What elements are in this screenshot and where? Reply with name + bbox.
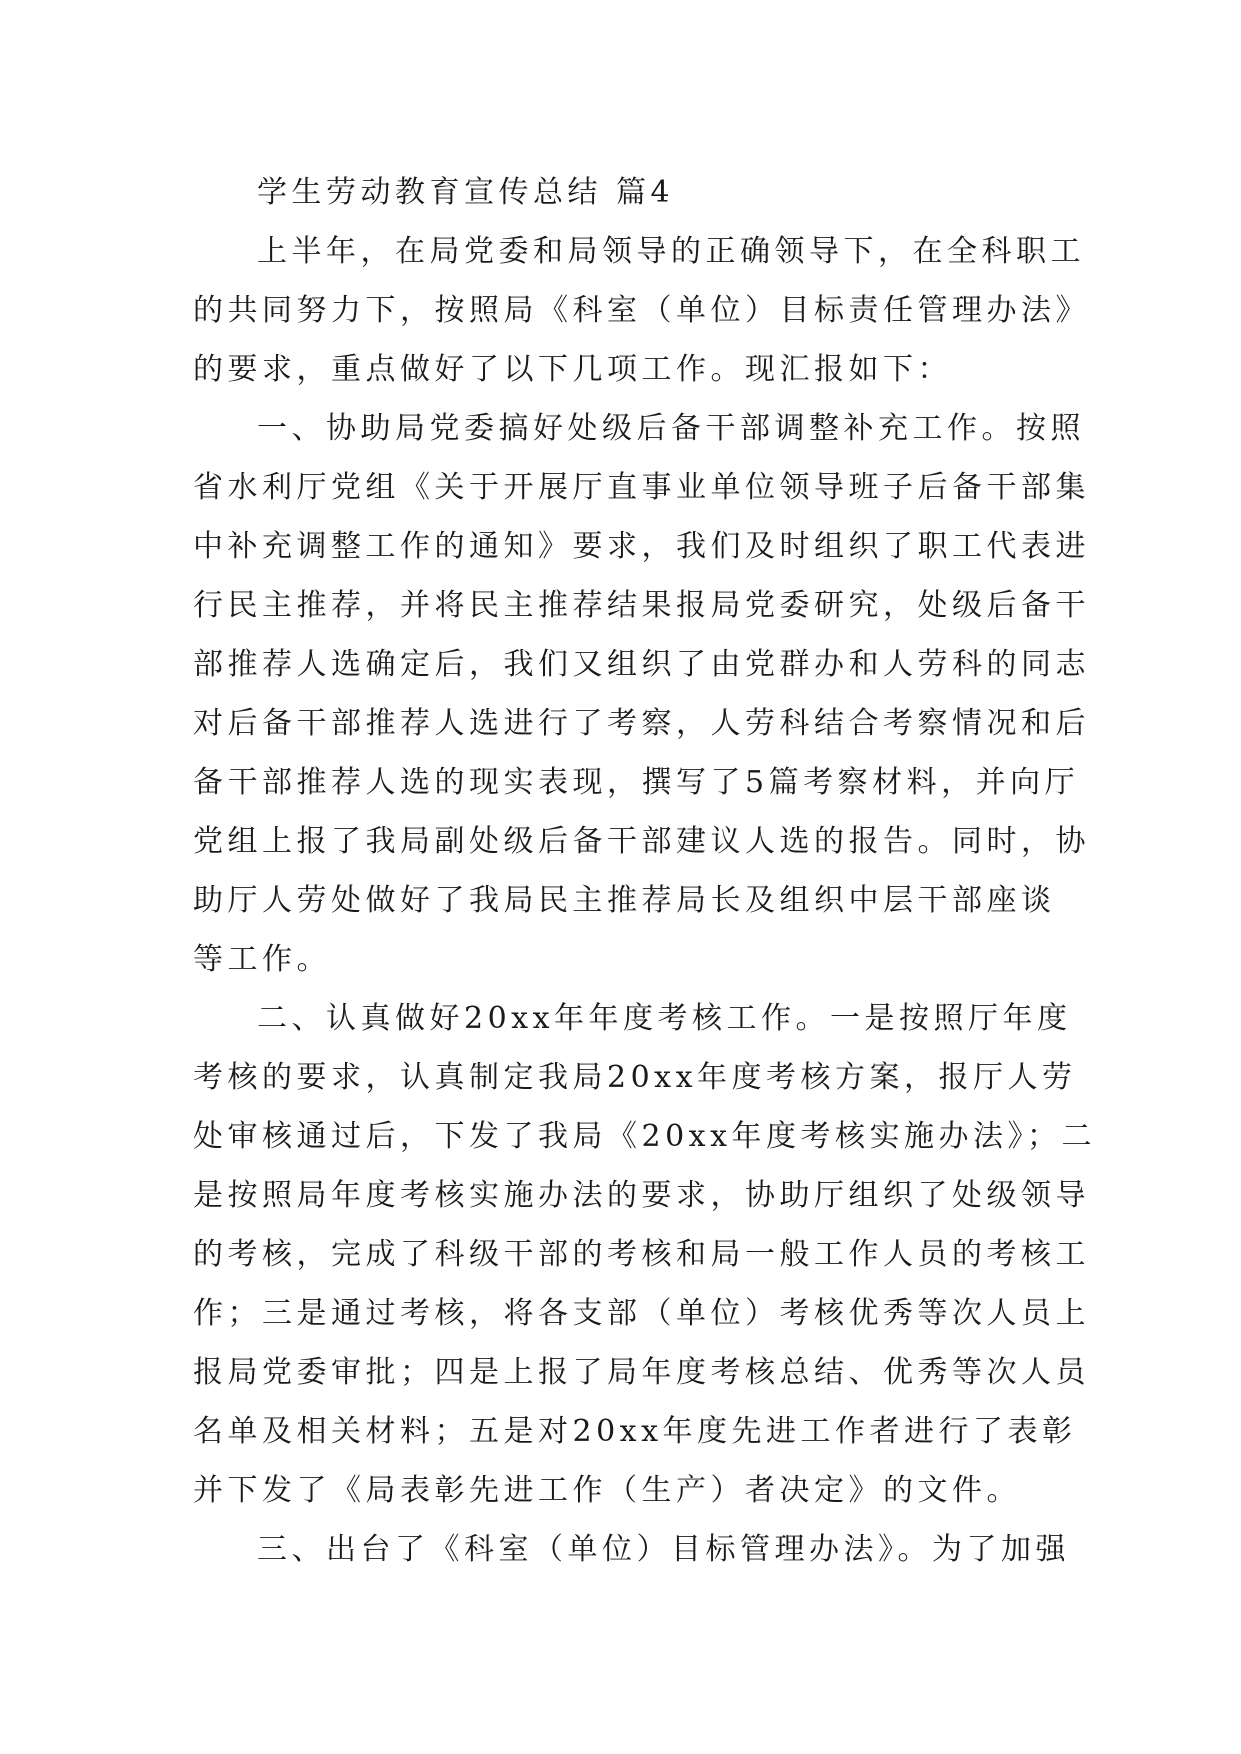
text-line: 的考核，完成了科级干部的考核和局一般工作人员的考核工 xyxy=(193,1237,1090,1272)
text-line: 等工作。 xyxy=(193,942,331,977)
document-title: 学生劳动教育宣传总结 篇4 xyxy=(257,175,675,210)
paragraph xyxy=(193,1520,1070,1579)
paragraph xyxy=(193,399,1090,989)
text-line: 一、协助局党委搞好处级后备干部调整补充工作。按照 xyxy=(257,411,1085,446)
paragraph xyxy=(193,222,1090,399)
text-line: 备干部推荐人选的现实表现，撰写了5篇考察材料，并向厅 xyxy=(193,765,1080,800)
text-line: 的要求，重点做好了以下几项工作。现汇报如下： xyxy=(193,352,952,387)
text-line: 部推荐人选确定后，我们又组织了由党群办和人劳科的同志 xyxy=(193,647,1090,682)
text-line: 行民主推荐，并将民主推荐结果报局党委研究，处级后备干 xyxy=(193,588,1090,623)
text-line: 是按照局年度考核实施办法的要求，协助厅组织了处级领导 xyxy=(193,1178,1090,1213)
text-line: 助厅人劳处做好了我局民主推荐局长及组织中层干部座谈 xyxy=(193,883,1056,918)
text-line: 党组上报了我局副处级后备干部建议人选的报告。同时，协 xyxy=(193,824,1090,859)
paragraph xyxy=(193,989,1097,1520)
text-line: 三、出台了《科室（单位）目标管理办法》。为了加强 xyxy=(257,1532,1070,1567)
text-line: 作；三是通过考核，将各支部（单位）考核优秀等次人员上 xyxy=(193,1296,1090,1331)
text-line: 并下发了《局表彰先进工作（生产）者决定》的文件。 xyxy=(193,1473,1021,1508)
text-line: 处审核通过后，下发了我局《20xx年度考核实施办法》；二 xyxy=(193,1119,1097,1154)
text-line: 中补充调整工作的通知》要求，我们及时组织了职工代表进 xyxy=(193,529,1090,564)
text-line: 考核的要求，认真制定我局20xx年度考核方案，报厅人劳 xyxy=(193,1060,1077,1095)
text-line: 上半年，在局党委和局领导的正确领导下，在全科职工 xyxy=(257,234,1085,269)
paragraph-list xyxy=(193,222,1097,1579)
text-line: 名单及相关材料；五是对20xx年度先进工作者进行了表彰 xyxy=(193,1414,1077,1449)
text-line: 的共同努力下，按照局《科室（单位）目标责任管理办法》 xyxy=(193,293,1090,328)
document-body xyxy=(193,163,1097,1579)
text-line: 对后备干部推荐人选进行了考察，人劳科结合考察情况和后 xyxy=(193,706,1090,741)
text-line: 二、认真做好20xx年年度考核工作。一是按照厅年度 xyxy=(257,1001,1072,1036)
text-line: 报局党委审批；四是上报了局年度考核总结、优秀等次人员 xyxy=(193,1355,1090,1390)
text-line: 省水利厅党组《关于开展厅直事业单位领导班子后备干部集 xyxy=(193,470,1090,505)
